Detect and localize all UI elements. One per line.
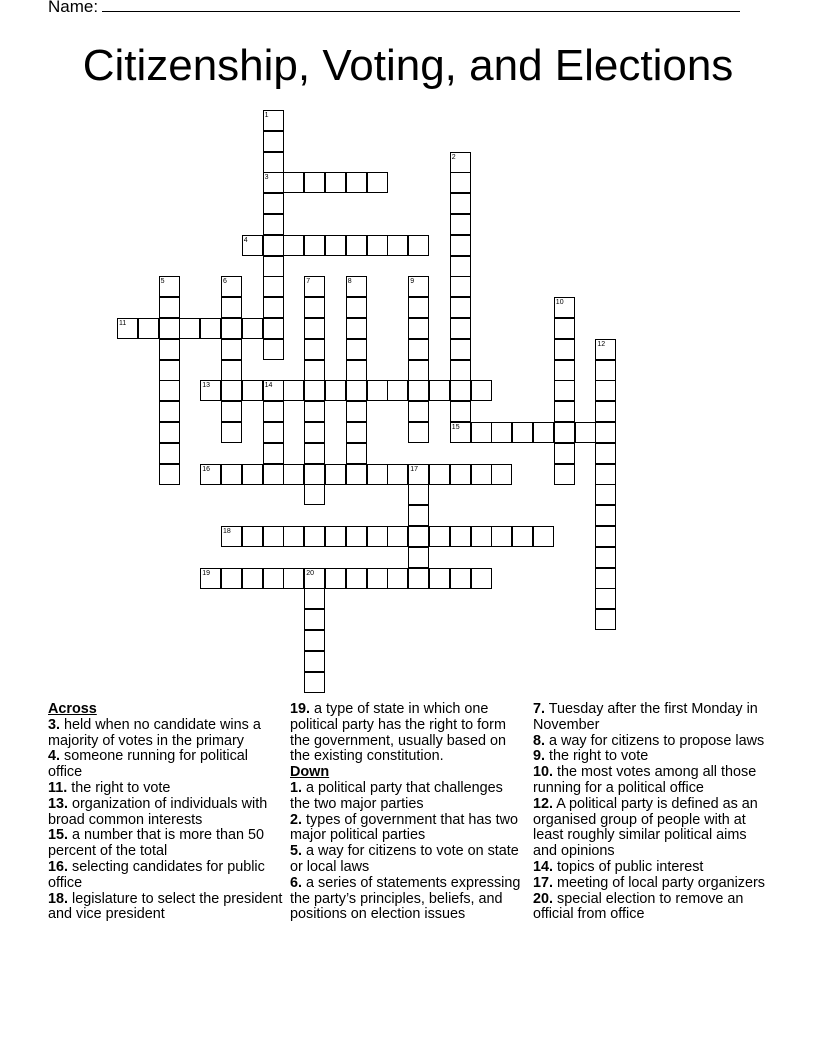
clue-number: 10. (533, 764, 554, 781)
clue-number-label: 10 (555, 299, 564, 307)
grid-cell[interactable] (263, 256, 284, 277)
clue-number-label: 14 (264, 382, 273, 390)
grid-cell[interactable] (450, 380, 471, 401)
grid-cell[interactable] (346, 339, 367, 360)
grid-cell[interactable] (595, 609, 616, 630)
grid-cell[interactable] (595, 443, 616, 464)
down-clue (533, 860, 769, 876)
clue-number-label: 19 (202, 569, 210, 577)
grid-cell[interactable] (346, 526, 367, 547)
grid-cell[interactable] (554, 339, 575, 360)
grid-cell[interactable] (408, 360, 429, 381)
grid-cell[interactable] (408, 235, 429, 256)
grid-cell[interactable] (263, 193, 284, 214)
grid-cell[interactable] (450, 172, 471, 193)
grid-cell[interactable] (325, 568, 346, 589)
down-heading: Down (290, 764, 330, 781)
grid-cell[interactable] (263, 235, 284, 256)
grid-cell[interactable] (491, 464, 512, 485)
grid-cell[interactable] (471, 526, 492, 547)
clue-number: 12. (533, 795, 554, 812)
grid-cell[interactable] (325, 464, 346, 485)
grid-cell[interactable] (450, 256, 471, 277)
clue-number-label: 9 (410, 278, 415, 286)
grid-cell[interactable] (159, 464, 180, 485)
grid-cell[interactable] (450, 401, 471, 422)
grid-cell[interactable] (346, 235, 367, 256)
grid-cell[interactable] (554, 318, 575, 339)
grid-cell[interactable] (304, 297, 325, 318)
grid-cell[interactable] (283, 380, 304, 401)
grid-cell[interactable] (325, 235, 346, 256)
grid-cell[interactable] (450, 568, 471, 589)
grid-cell[interactable] (554, 422, 575, 443)
down-clue (290, 844, 526, 876)
grid-cell[interactable] (595, 422, 616, 443)
grid-cell[interactable] (554, 464, 575, 485)
grid-cell[interactable] (263, 214, 284, 235)
clue-text: Tuesday after the first Monday in November (533, 701, 758, 733)
grid-cell[interactable] (304, 484, 325, 505)
grid-cell[interactable] (304, 318, 325, 339)
grid-cell[interactable] (304, 172, 325, 193)
grid-cell[interactable] (159, 297, 180, 318)
grid-cell[interactable] (512, 422, 533, 443)
grid-cell[interactable] (346, 360, 367, 381)
grid-cell[interactable] (408, 547, 429, 568)
grid-cell[interactable] (387, 568, 408, 589)
clue-number: 19. (290, 701, 311, 717)
grid-cell[interactable] (450, 297, 471, 318)
grid-cell[interactable] (471, 422, 492, 443)
clue-text: a way for citizens to propose laws (545, 732, 765, 749)
clue-text: a number that is more than 50 percent of the total (48, 827, 264, 860)
grid-cell[interactable] (159, 339, 180, 360)
clue-text: a series of statements expressing the party’s principles, beliefs, and positions on election issues (290, 874, 521, 923)
grid-cell[interactable] (283, 526, 304, 547)
grid-cell[interactable] (367, 568, 388, 589)
grid-cell[interactable] (346, 464, 367, 485)
clue-text: a type of state in which one political party has the right to form the government, usually based on the existing constitution. (290, 701, 507, 765)
clue-number-label: 3 (264, 174, 269, 182)
grid-cell[interactable] (159, 422, 180, 443)
grid-cell[interactable] (263, 568, 284, 589)
down-clue (533, 749, 769, 765)
grid-cell[interactable] (595, 526, 616, 547)
grid-cell[interactable] (179, 318, 200, 339)
grid-cell[interactable] (221, 318, 242, 339)
clues-column-3 (533, 702, 769, 923)
grid-cell[interactable] (575, 422, 596, 443)
grid-cell[interactable] (263, 422, 284, 443)
clue-number-label: 6 (223, 278, 227, 286)
grid-cell[interactable] (304, 380, 325, 401)
grid-cell[interactable] (263, 297, 284, 318)
grid-cell[interactable] (595, 547, 616, 568)
grid-cell[interactable] (304, 630, 325, 651)
grid-cell[interactable] (263, 443, 284, 464)
grid-cell[interactable] (471, 568, 492, 589)
grid-cell[interactable] (304, 588, 325, 609)
clue-number-label: 18 (223, 528, 231, 535)
grid-cell[interactable] (263, 464, 284, 485)
grid-cell[interactable] (283, 464, 304, 485)
grid-cell[interactable] (283, 235, 304, 256)
grid-cell[interactable] (367, 526, 388, 547)
across-clue (290, 702, 526, 765)
grid-cell[interactable] (408, 422, 429, 443)
grid-cell[interactable] (200, 318, 221, 339)
grid-cell[interactable] (429, 568, 450, 589)
clue-number-label: 4 (243, 236, 248, 244)
clue-text: topics of public interest (553, 858, 704, 875)
grid-cell[interactable] (450, 526, 471, 547)
across-clue (48, 892, 284, 924)
grid-cell[interactable] (242, 380, 263, 401)
grid-cell[interactable] (304, 422, 325, 443)
grid-cell[interactable] (346, 380, 367, 401)
grid-cell[interactable] (283, 568, 304, 589)
grid-cell[interactable] (471, 380, 492, 401)
grid-cell[interactable] (450, 360, 471, 381)
down-clue (533, 797, 769, 860)
grid-cell[interactable] (346, 568, 367, 589)
grid-cell[interactable] (595, 484, 616, 505)
clue-number: 14. (533, 858, 554, 875)
clue-number: 16. (48, 858, 69, 875)
clue-number-label: 16 (202, 465, 210, 473)
name-label: Name: (48, 0, 99, 16)
clue-number: 3. (48, 716, 61, 733)
down-clue (290, 813, 526, 845)
down-clue (533, 734, 769, 750)
clue-number: 4. (48, 748, 61, 765)
grid-cell[interactable] (408, 339, 429, 360)
grid-cell[interactable] (367, 464, 388, 485)
grid-cell[interactable] (263, 318, 284, 339)
grid-cell[interactable] (408, 526, 429, 547)
clue-number-label: 13 (202, 382, 210, 390)
grid-cell[interactable] (533, 422, 554, 443)
grid-cell[interactable] (367, 235, 388, 256)
clue-number: 18. (48, 890, 69, 907)
clue-number: 13. (48, 795, 69, 812)
grid-cell[interactable] (512, 526, 533, 547)
clue-text: organization of individuals with broad common interests (48, 795, 268, 828)
clue-number-label: 2 (451, 153, 456, 161)
grid-cell[interactable] (450, 318, 471, 339)
grid-cell[interactable] (159, 443, 180, 464)
grid-cell[interactable] (221, 401, 242, 422)
grid-cell[interactable] (242, 464, 263, 485)
grid-cell[interactable] (325, 172, 346, 193)
grid-cell[interactable] (304, 651, 325, 672)
grid-cell[interactable] (450, 464, 471, 485)
grid-cell[interactable] (387, 464, 408, 485)
grid-cell[interactable] (263, 276, 284, 297)
grid-cell[interactable] (471, 464, 492, 485)
across-clue (48, 781, 284, 797)
clue-text: legislature to select the president and vice president (48, 890, 283, 923)
clue-number-label: 1 (264, 112, 269, 119)
grid-cell[interactable] (346, 401, 367, 422)
grid-cell[interactable] (263, 152, 284, 173)
grid-cell[interactable] (387, 526, 408, 547)
clue-number: 20. (533, 890, 554, 907)
grid-cell[interactable] (242, 526, 263, 547)
clue-number-label: 7 (306, 278, 311, 286)
clue-text: meeting of local party organizers (553, 874, 765, 891)
clue-text: the right to vote (67, 779, 171, 796)
clue-text: someone running for political office (48, 748, 249, 781)
grid-cell[interactable] (554, 380, 575, 401)
grid-cell[interactable] (450, 193, 471, 214)
grid-cell[interactable] (595, 464, 616, 485)
grid-cell[interactable] (304, 401, 325, 422)
grid-cell[interactable] (346, 443, 367, 464)
across-clue (48, 797, 284, 829)
grid-cell[interactable] (595, 380, 616, 401)
grid-cell[interactable] (325, 380, 346, 401)
clue-number: 5. (290, 843, 303, 860)
clue-number: 6. (290, 874, 303, 891)
grid-cell[interactable] (554, 401, 575, 422)
grid-cell[interactable] (450, 214, 471, 235)
grid-cell[interactable] (242, 318, 263, 339)
clue-number: 1. (290, 779, 303, 796)
page-title: Citizenship, Voting, and Elections (82, 41, 734, 90)
clue-text: held when no candidate wins a majority of votes in the primary (48, 716, 261, 749)
clue-number: 8. (533, 732, 546, 749)
grid-cell[interactable] (346, 297, 367, 318)
grid-cell[interactable] (221, 464, 242, 485)
grid-cell[interactable] (159, 401, 180, 422)
grid-cell[interactable] (283, 172, 304, 193)
grid-cell[interactable] (304, 672, 325, 693)
grid-cell[interactable] (491, 422, 512, 443)
grid-cell[interactable] (367, 172, 388, 193)
clue-text: types of government that has two major political parties (290, 811, 518, 844)
grid-cell[interactable] (491, 526, 512, 547)
grid-cell[interactable] (346, 318, 367, 339)
grid-cell[interactable] (304, 443, 325, 464)
clue-number-label: 5 (160, 278, 165, 286)
grid-cell[interactable] (450, 276, 471, 297)
down-clue (533, 702, 769, 734)
clue-number-label: 12 (597, 340, 606, 348)
grid-cell[interactable] (263, 526, 284, 547)
grid-cell[interactable] (367, 380, 388, 401)
grid-cell[interactable] (408, 297, 429, 318)
grid-cell[interactable] (595, 360, 616, 381)
clue-text: A political party is defined as an organised group of people with at least roughly similar political aims and opinions (533, 795, 758, 860)
grid-cell[interactable] (325, 526, 346, 547)
clue-text: a way for citizens to vote on state or local laws (290, 843, 519, 875)
grid-cell[interactable] (263, 131, 284, 152)
across-clue (48, 749, 284, 781)
grid-cell[interactable] (304, 464, 325, 485)
grid-cell[interactable] (595, 588, 616, 609)
grid-cell[interactable] (595, 505, 616, 526)
clues-column-2 (290, 702, 526, 923)
grid-cell[interactable] (263, 401, 284, 422)
clue-number: 17. (533, 874, 554, 891)
grid-cell[interactable] (221, 422, 242, 443)
grid-cell[interactable] (408, 568, 429, 589)
grid-cell[interactable] (554, 360, 575, 381)
clue-number-label: 15 (451, 424, 460, 431)
grid-cell[interactable] (221, 339, 242, 360)
grid-cell[interactable] (429, 526, 450, 547)
across-clue (48, 860, 284, 892)
grid-cell[interactable] (221, 380, 242, 401)
grid-cell[interactable] (450, 235, 471, 256)
across-clue (48, 828, 284, 860)
down-clue (290, 781, 526, 813)
clues-column-1 (48, 702, 284, 923)
clue-text: special election to remove an official from office (533, 890, 744, 923)
grid-cell[interactable] (408, 401, 429, 422)
clue-number-label: 20 (306, 569, 314, 577)
grid-cell[interactable] (304, 526, 325, 547)
down-clue (533, 765, 769, 797)
grid-cell[interactable] (595, 568, 616, 589)
grid-cell[interactable] (242, 568, 263, 589)
grid-cell[interactable] (221, 568, 242, 589)
grid-cell[interactable] (408, 484, 429, 505)
down-clue (533, 892, 769, 924)
down-clue (533, 876, 769, 892)
down-clue (290, 876, 526, 923)
grid-cell[interactable] (408, 318, 429, 339)
grid-cell[interactable] (346, 172, 367, 193)
clue-number: 9. (533, 748, 546, 765)
grid-cell[interactable] (159, 380, 180, 401)
grid-cell[interactable] (138, 318, 159, 339)
grid-cell[interactable] (554, 443, 575, 464)
grid-cell[interactable] (304, 235, 325, 256)
clue-text: a political party that challenges the two major parties (290, 779, 503, 812)
clue-number: 7. (533, 701, 546, 717)
grid-cell[interactable] (304, 339, 325, 360)
grid-cell[interactable] (221, 297, 242, 318)
clue-text: selecting candidates for public office (48, 858, 265, 891)
clue-number: 15. (48, 827, 69, 844)
grid-cell[interactable] (408, 380, 429, 401)
grid-cell[interactable] (387, 235, 408, 256)
grid-cell[interactable] (159, 360, 180, 381)
grid-cell[interactable] (533, 526, 554, 547)
clue-text: the right to vote (545, 748, 649, 765)
grid-cell[interactable] (387, 380, 408, 401)
across-clue (48, 718, 284, 750)
clue-number-label: 17 (410, 465, 418, 473)
grid-cell[interactable] (450, 339, 471, 360)
clue-text: the most votes among all those running for a political office (533, 764, 757, 796)
grid-cell[interactable] (408, 505, 429, 526)
clue-number-label: 8 (347, 278, 352, 286)
clue-number: 2. (290, 811, 303, 828)
grid-cell[interactable] (304, 609, 325, 630)
grid-cell[interactable] (263, 339, 284, 360)
grid-cell[interactable] (429, 380, 450, 401)
grid-cell[interactable] (221, 360, 242, 381)
clue-number: 11. (48, 779, 68, 796)
across-heading: Across (48, 701, 97, 717)
grid-cell[interactable] (346, 422, 367, 443)
grid-cell[interactable] (304, 360, 325, 381)
clue-number-label: 11 (119, 320, 127, 327)
grid-cell[interactable] (595, 401, 616, 422)
grid-cell[interactable] (159, 318, 180, 339)
grid-cell[interactable] (429, 464, 450, 485)
